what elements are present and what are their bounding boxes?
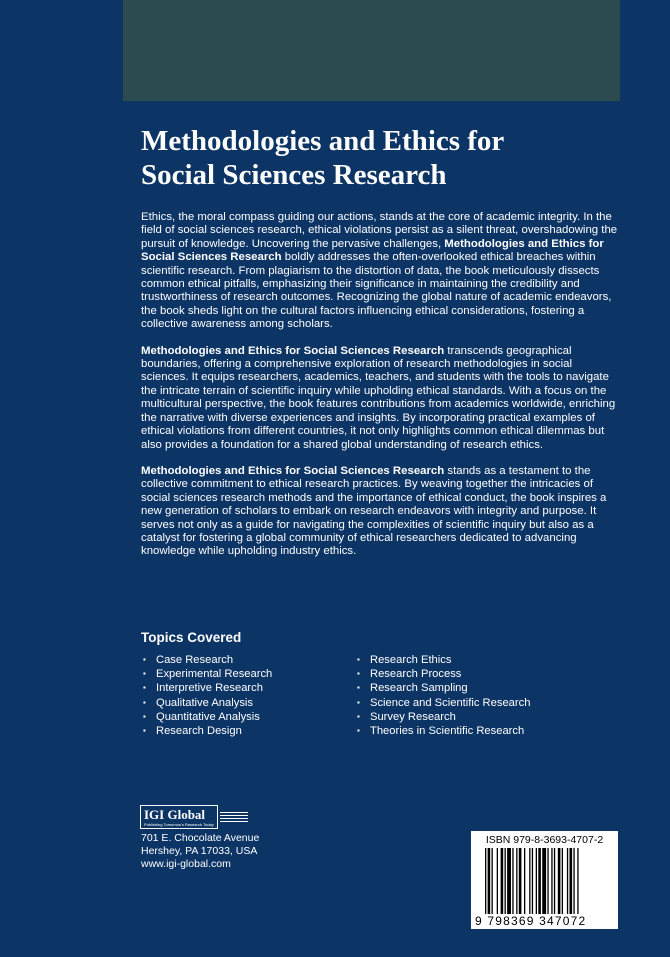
topic-item: ▪ Science and Scientific Research (357, 696, 530, 710)
barcode-bar (529, 848, 530, 920)
website-link: www.igi-global.com (141, 858, 231, 870)
paragraph (141, 465, 621, 559)
text: boldly addresses the often-overlooked ethical breaches within scientific research. From plagiarism to the distortion of data, the book meticulously dissects common ethical pitfalls, emphasizing their significance in maintaining the credibility and trustworthiness of research outcomes. Recognizing the global nature of academic endeavors, the book sheds light on the cultural factors influencing ethical considerations, fostering a collective awareness among scholars. (141, 251, 612, 331)
barcode-bar (532, 848, 533, 920)
barcode-bar (547, 848, 548, 920)
book-title-inline: Methodologies and Ethics for Social Sciences Research (141, 237, 604, 264)
barcode-bar (497, 848, 498, 920)
publisher-address (141, 832, 259, 871)
barcode-bar (570, 848, 573, 920)
paragraph (141, 345, 621, 452)
barcode-bar (524, 848, 525, 920)
barcode-bar (492, 848, 493, 920)
text: Ethics, the moral compass guiding our actions, stands at the core of academic integrity. In the field of social sciences research, ethical violations persist as a silent threat, overshadowing the pursuit of knowledge. Uncovering the pervasive challenges, (141, 211, 618, 250)
book-title-inline: Methodologies and Ethics for Social Sciences Research (141, 464, 445, 477)
logo-tagline: Publishing Tomorrow's Research Today (144, 822, 214, 827)
barcode-bar (577, 848, 578, 920)
topic-item: ▪ Experimental Research (143, 667, 272, 681)
logo-lines-icon (220, 812, 248, 822)
topics-list-left (143, 653, 272, 738)
title-line: Methodologies and Ethics for (141, 125, 505, 157)
barcode-bar (558, 848, 561, 920)
barcode-bar (573, 848, 574, 920)
topic-item: ▪ Research Process (357, 667, 530, 681)
topic-item: ▪ Theories in Scientific Research (357, 724, 530, 738)
barcode-bar (551, 848, 552, 920)
barcode-number: 9 798369 347072 (475, 914, 587, 928)
barcode-bar (562, 848, 563, 920)
barcode-bar (519, 848, 522, 920)
barcode-bar (505, 848, 506, 920)
isbn-barcode-box (471, 831, 618, 929)
paragraph (141, 211, 621, 332)
description (141, 211, 621, 572)
topics-list-right (357, 653, 530, 738)
book-title (141, 124, 611, 192)
barcode-bar (536, 848, 537, 920)
barcode-icon (485, 848, 613, 920)
topic-item: ▪ Research Ethics (357, 653, 530, 667)
barcode-bar (554, 848, 555, 920)
barcode-bar (485, 848, 486, 920)
topic-item: ▪ Quantitative Analysis (143, 710, 272, 724)
topic-item: ▪ Research Design (143, 724, 272, 738)
title-line: Social Sciences Research (141, 159, 447, 191)
logo-name: IGI Global (144, 807, 206, 822)
barcode-bar (501, 848, 504, 920)
topics-heading: Topics Covered (141, 630, 242, 645)
top-color-block (123, 0, 620, 101)
text: stands as a testament to the collective commitment to ethical research practices. By weaving together the intricacies of social sciences research methods and the importance of ethical conduct, the book inspires a new generation of scholars to embark on research endeavors with integrity and purpose. It serves not only as a guide for navigating the complexities of scientific inquiry but also as a catalyst for fostering a global community of ethical researchers dedicated to advancing knowledge while upholding industry ethics. (141, 464, 607, 558)
isbn-label: ISBN 979-8-3693-4707-2 (485, 834, 604, 846)
topic-item: ▪ Research Sampling (357, 681, 530, 695)
address-line: Hershey, PA 17033, USA (141, 845, 258, 857)
topic-item: ▪ Interpretive Research (143, 681, 272, 695)
topic-item: ▪ Survey Research (357, 710, 530, 724)
book-title-inline: Methodologies and Ethics for Social Sciences Research (141, 344, 445, 357)
barcode-bar (567, 848, 568, 920)
barcode-bar (507, 848, 511, 920)
barcode-bar (516, 848, 517, 920)
address-line: 701 E. Chocolate Avenue (141, 832, 260, 844)
barcode-bar (512, 848, 513, 920)
barcode-bar (542, 848, 546, 920)
barcode-bar (488, 848, 491, 920)
barcode-bar (538, 848, 541, 920)
text: transcends geographical boundaries, offering a comprehensive exploration of research methodologies in social sciences. It equips researchers, academics, teachers, and students with the tools to navigate the intricate terrain of scientific inquiry while upholding ethical standards. With a focus on the multicultural perspective, the book features contributions from academics worldwide, enriching the narrative with diverse experiences and insights. By incorporating practical examples of ethical violations from different countries, it not only highlights common ethical dilemmas but also provides a foundation for a shared global understanding of research ethics. (141, 344, 616, 451)
publisher-logo (140, 805, 248, 829)
topic-item: ▪ Qualitative Analysis (143, 696, 272, 710)
topic-item: ▪ Case Research (143, 653, 272, 667)
